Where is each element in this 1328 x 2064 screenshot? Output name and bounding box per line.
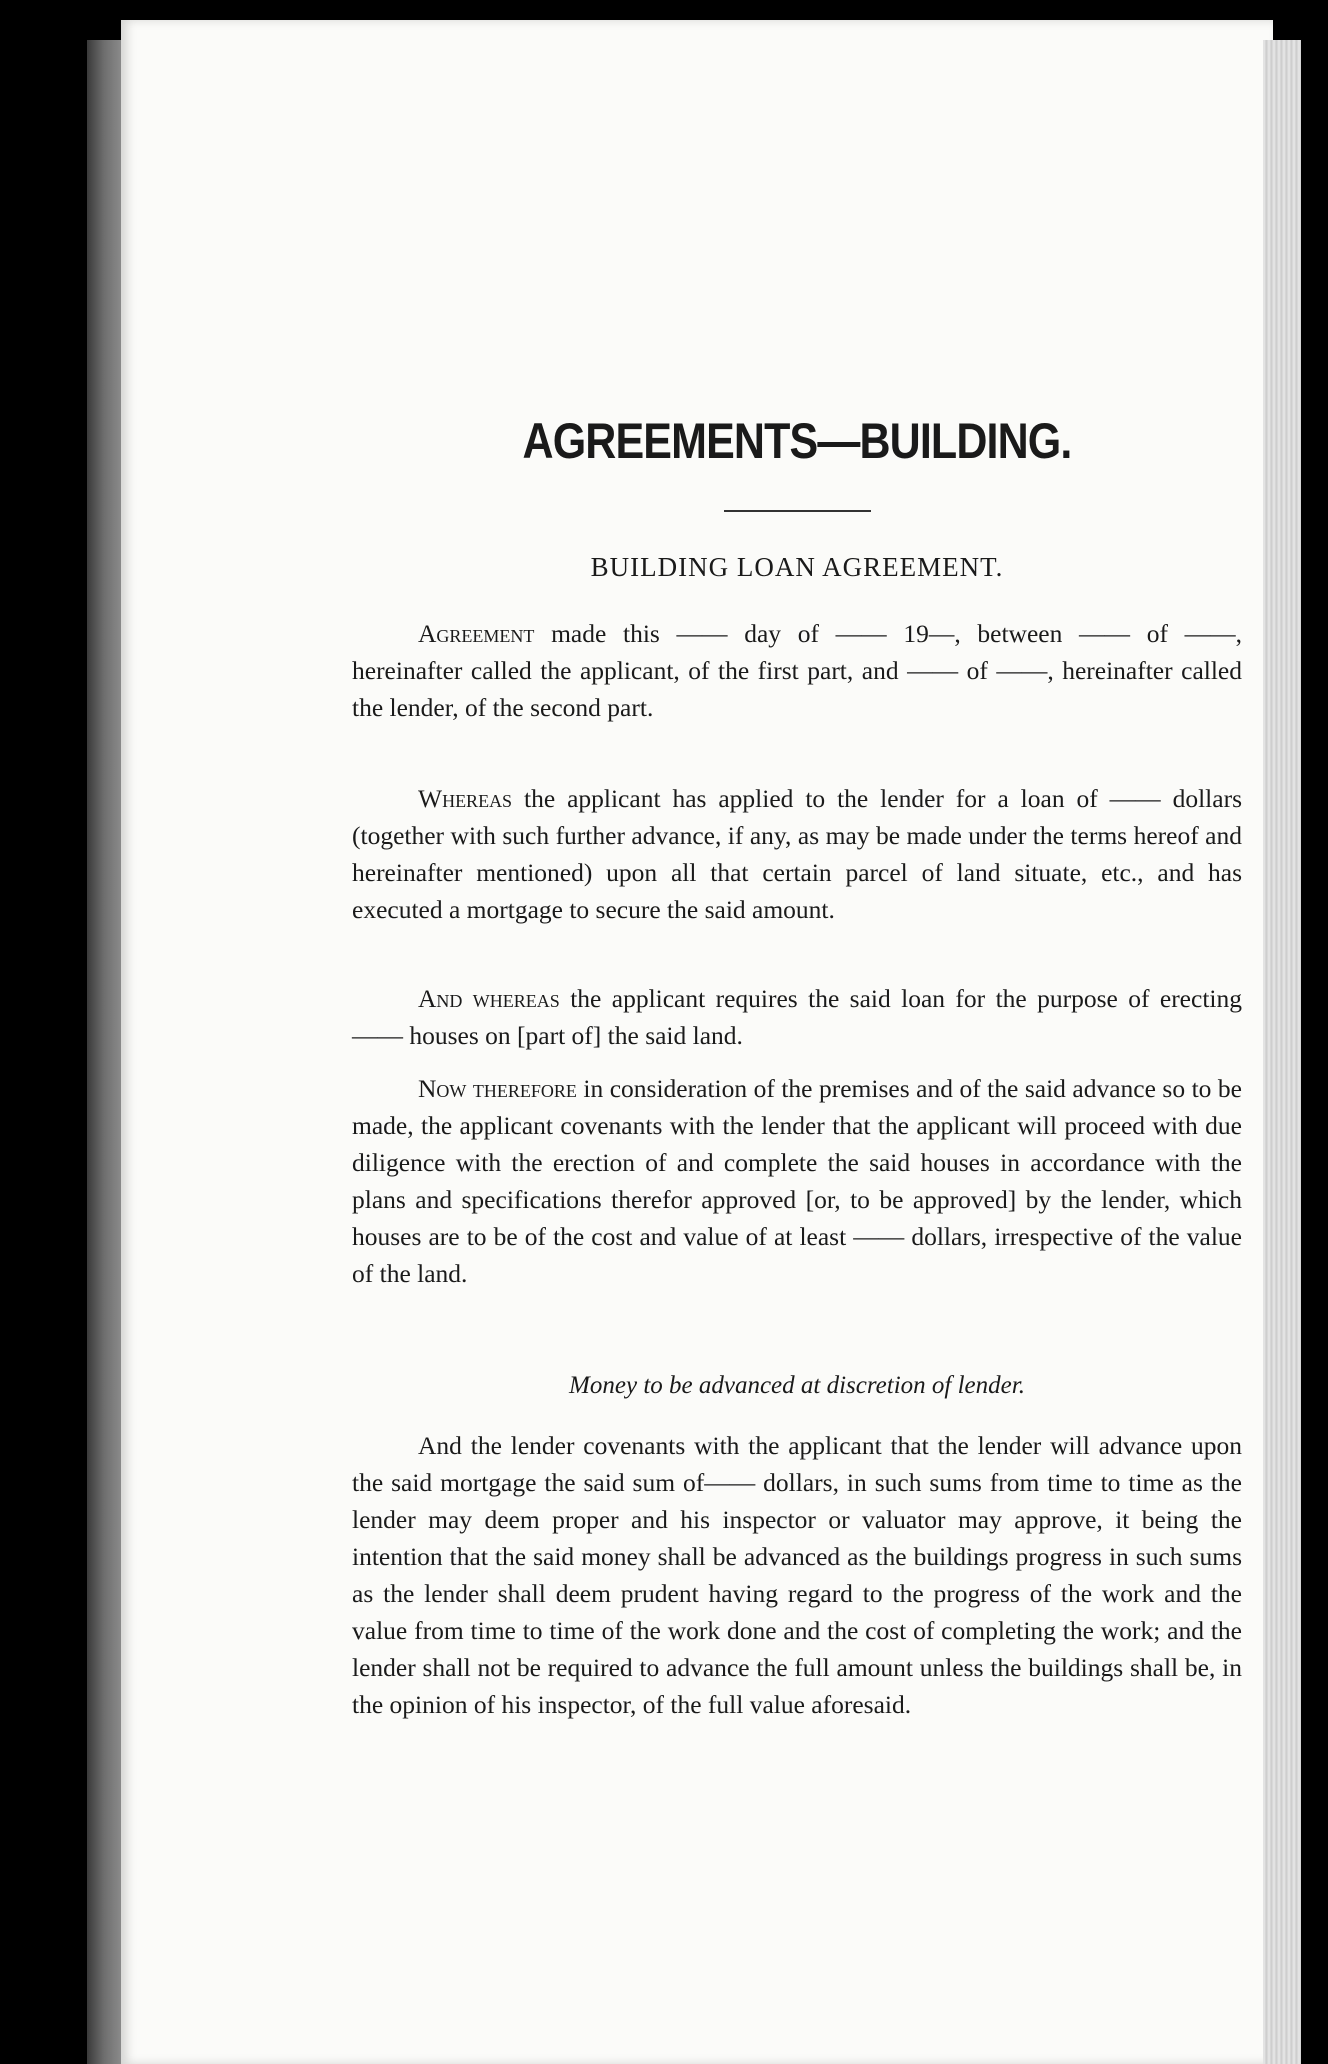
paragraph-lead: And whereas	[418, 984, 560, 1013]
page-stack-edge	[1263, 40, 1301, 2064]
paragraph-now-therefore	[352, 1070, 1242, 1292]
title-divider	[724, 510, 871, 512]
paragraph-and-whereas	[352, 980, 1242, 1054]
book-page	[121, 20, 1273, 2064]
paragraph-text: the applicant has applied to the lender for a loan of —— dollars (together with such further advance, if any, as may be made under the terms hereof and hereinafter mentioned) upon all that certain parcel of land situate, etc., and has executed a mortgage to secure the said amount.	[352, 784, 1242, 924]
paragraph-text: the applicant requires the said loan for the purpose of erecting —— houses on [part of] the said land.	[352, 984, 1242, 1050]
paragraph-lead: Now therefore	[418, 1074, 577, 1103]
paragraph-text: in consideration of the premises and of the said advance so to be made, the applicant covenants with the lender that the applicant will proceed with due diligence with the erection of and complete the said houses in accordance with the plans and specifications therefor approved [or, to be approved] by the lender, which houses are to be of the cost and value of at least —— dollars, irrespective of the value of the land.	[352, 1074, 1242, 1288]
paragraph-lead: Agreement	[418, 619, 535, 648]
paragraph-agreement	[352, 615, 1242, 726]
paragraph-lender-covenants	[352, 1427, 1242, 1723]
paragraph-text: made this —— day of —— 19—, between —— of ——, hereinafter called the applicant, of the first part, and —— of ——, hereinafter called the lender, of the second part.	[352, 619, 1242, 722]
paragraph-text: And the lender covenants with the applicant that the lender will advance upon the said mortgage the said sum of—— dollars, in such sums from time to time as the lender may deem proper and his inspector or valuator may approve, it being the intention that the said money shall be advanced as the buildings progress in such sums as the lender shall deem prudent having regard to the progress of the work and the value from time to time of the work done and the cost of completing the work; and the lender shall not be required to advance the full amount unless the buildings shall be, in the opinion of his inspector, of the full value aforesaid.	[352, 1431, 1242, 1719]
section-heading: Money to be advanced at discretion of lender.	[569, 1372, 1025, 1399]
book-spine-edge	[87, 40, 121, 2064]
agreement-subtitle: BUILDING LOAN AGREEMENT.	[590, 552, 1004, 582]
paragraph-whereas	[352, 780, 1242, 928]
page-title: AGREEMENTS—BUILDING.	[522, 413, 1072, 469]
paragraph-lead: Whereas	[418, 784, 513, 813]
